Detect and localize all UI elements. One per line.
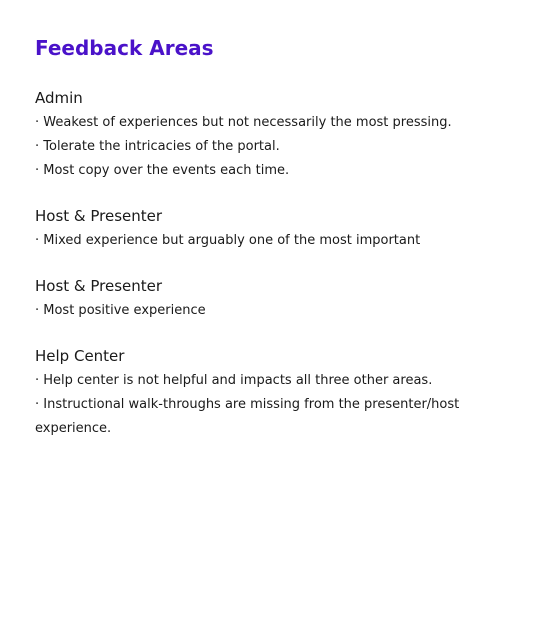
list-item: · Help center is not helpful and impacts all three other areas. xyxy=(35,373,433,388)
section-host-presenter-1 xyxy=(35,205,510,253)
section-admin xyxy=(35,87,510,183)
list-item: · Weakest of experiences but not necessarily the most pressing. xyxy=(35,115,452,130)
list-item: · Most positive experience xyxy=(35,303,206,318)
section-heading: Host & Presenter xyxy=(35,277,163,295)
list-item: · Instructional walk-throughs are missing from the presenter/host experience. xyxy=(35,397,460,436)
page-title: Feedback Areas xyxy=(35,36,214,60)
section-items xyxy=(35,369,510,441)
section-heading: Admin xyxy=(35,89,83,107)
section-items xyxy=(35,299,510,323)
section-heading: Host & Presenter xyxy=(35,207,163,225)
list-item: · Most copy over the events each time. xyxy=(35,163,290,178)
list-item: · Tolerate the intricacies of the portal. xyxy=(35,139,280,154)
list-item: · Mixed experience but arguably one of the most important xyxy=(35,233,421,248)
section-help-center xyxy=(35,345,510,441)
section-items xyxy=(35,111,510,183)
section-items xyxy=(35,229,510,253)
section-host-presenter-2 xyxy=(35,275,510,323)
section-heading: Help Center xyxy=(35,347,125,365)
